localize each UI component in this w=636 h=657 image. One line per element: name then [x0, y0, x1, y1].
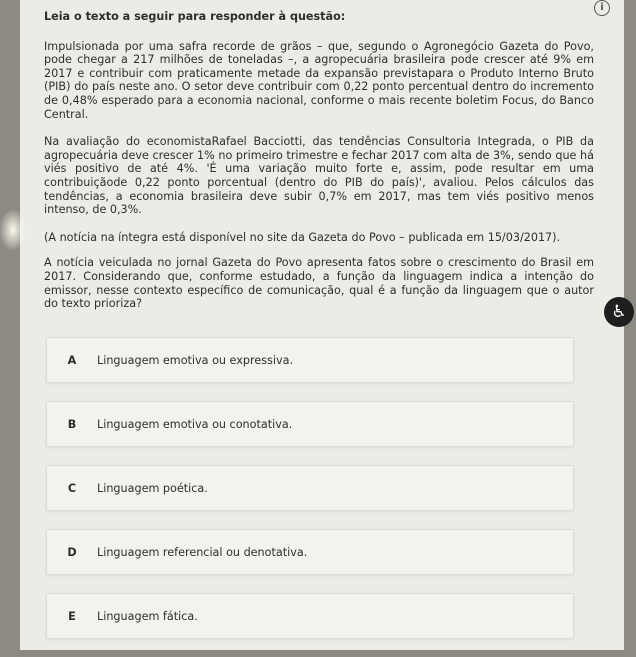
- option-letter: E: [68, 609, 76, 623]
- source-note: (A notícia na íntegra está disponível no site da Gazeta do Povo – publicada em 15/03/2017).: [44, 230, 561, 244]
- option-e[interactable]: [46, 593, 574, 639]
- option-text: Linguagem emotiva ou conotativa.: [97, 417, 293, 431]
- option-letter: C: [67, 481, 77, 495]
- paragraph-2: Na avaliação do economistaRafael Bacciotti, das tendências Consultoria Integrada, o PIB da agropecuária deve crescer 1% no primeiro trimestre e fechar 2017 com alta de 3%, sendo que há viés positivo de até 4%. 'É uma variação muito forte e, assim, pode resultar em uma contribuiçãode 0,22 ponto porcentual (dentro do PIB do país)', avaliou. Pelos cálculos das tendências, a economia brasileira deve subir 0,7% em 2017, mas tem viés positivo menos intenso, de 0,3%.: [44, 135, 594, 217]
- option-text: Linguagem fática.: [97, 609, 198, 623]
- question-content: [44, 10, 594, 311]
- option-letter: B: [67, 417, 77, 431]
- option-letter: A: [67, 353, 77, 367]
- instruction-text: Leia o texto a seguir para responder à questão:: [44, 10, 346, 23]
- answer-options: [46, 337, 574, 657]
- accessibility-icon[interactable]: ♿: [604, 297, 634, 327]
- option-letter: D: [67, 545, 77, 559]
- option-text: Linguagem emotiva ou expressiva.: [97, 353, 294, 367]
- paragraph-1: Impulsionada por uma safra recorde de grãos – que, segundo o Agronegócio Gazeta do Povo, pode chegar a 217 milhões de toneladas –, a agropecuária brasileira pode crescer até 9% em 2017 e contribuir com praticamente metade da expansão previstapara o Produto Interno Bruto (PIB) do país neste ano. O setor deve contribuir com 0,22 ponto percentual dentro do incremento de 0,48% esperado para a economia nacional, conforme o mais recente boletim Focus, do Banco Central.: [44, 39, 594, 121]
- option-a[interactable]: [46, 337, 574, 383]
- option-d[interactable]: [46, 529, 574, 575]
- option-text: Linguagem referencial ou denotativa.: [97, 545, 308, 559]
- screen-glare: [0, 210, 26, 250]
- option-b[interactable]: [46, 401, 574, 447]
- option-c[interactable]: [46, 465, 574, 511]
- info-icon[interactable]: i: [594, 0, 610, 16]
- question-text: A notícia veiculada no jornal Gazeta do Povo apresenta fatos sobre o crescimento do Brasil em 2017. Considerando que, conforme estudado, a função da linguagem indica a intenção do emissor, nesse contexto específico de comunicação, qual é a função da linguagem que o autor do texto prioriza?: [44, 256, 594, 311]
- option-text: Linguagem poética.: [97, 481, 208, 495]
